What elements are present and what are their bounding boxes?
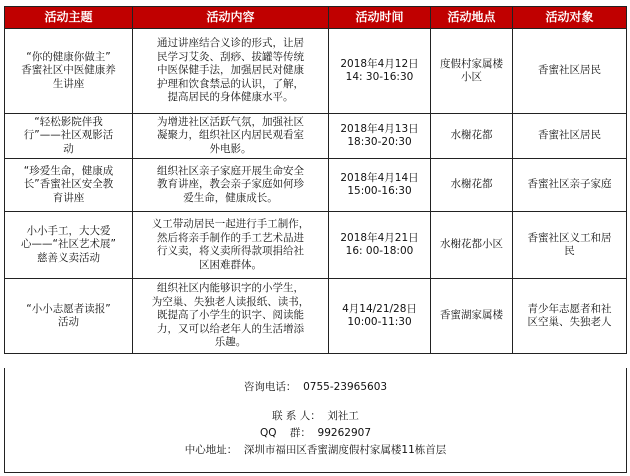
content-line: 组织社区内能够识字的小学生， <box>157 282 304 295</box>
target-line: 民 <box>564 245 575 257</box>
topic-line: “珍爱生命，健康成 <box>23 164 114 177</box>
topic-line: 长”香蜜社区安全教 <box>23 178 114 191</box>
time-date: 2018年4月13日 <box>340 122 419 135</box>
time-cell <box>329 29 431 114</box>
content-line: 组织社区亲子家庭开展生命安全 <box>157 164 304 177</box>
topic-cell <box>5 159 133 212</box>
table-row <box>5 114 627 159</box>
content-line: 民学习艾灸、刮痧、拔罐等传统 <box>157 50 304 63</box>
content-cell <box>133 159 329 212</box>
place-line: 水榭花都 <box>450 129 493 142</box>
place-line: 小区 <box>461 71 482 83</box>
place-cell <box>431 279 513 354</box>
target-line: 香蜜社区居民 <box>538 129 601 142</box>
table-row <box>5 212 627 279</box>
header-time: 活动时间 <box>329 7 431 29</box>
content-line: 为增进社区活跃气氛，加强社区 <box>157 115 304 128</box>
content-line: 凝聚力，组织社区内居民观看室 <box>157 129 304 142</box>
content-line: 义工带动居民一起进行手工制作， <box>151 218 310 230</box>
target-cell <box>513 114 627 159</box>
topic-line: 小小手工，大大爱 <box>26 224 111 237</box>
topic-line: “轻松影院伴我 <box>34 115 103 128</box>
target-line: 香蜜社区亲子家庭 <box>527 178 612 191</box>
topic-line: 活动 <box>58 316 79 328</box>
table-row <box>5 279 627 354</box>
time-cell <box>329 159 431 212</box>
contact-info-box <box>4 368 627 473</box>
topic-cell <box>5 29 133 114</box>
content-cell <box>133 114 329 159</box>
topic-line: 生讲座 <box>52 77 85 90</box>
place-cell <box>431 212 513 279</box>
contact-address: 中心地址： 深圳市福田区香蜜湖度假村家属楼11栋首层 <box>184 444 447 456</box>
topic-line: 动 <box>63 142 74 155</box>
content-line: 既提高了小学生的识字、阅读能 <box>157 309 304 322</box>
place-cell <box>431 114 513 159</box>
time-range: 10:00-11:30 <box>347 316 412 328</box>
time-range: 18:30-20:30 <box>347 136 412 148</box>
target-line: 香蜜社区义工和居 <box>527 231 612 244</box>
content-line: 护理和饮食禁忌的认识，了解， <box>157 77 304 90</box>
topic-line: “你的健康你做主” <box>26 50 111 63</box>
content-cell <box>133 279 329 354</box>
content-line: 力，又可以给老年人的生活增添 <box>157 322 304 335</box>
topic-line: 心——“社区艺术展” <box>21 238 116 251</box>
contact-person: 联 系 人： 刘社工 <box>272 410 359 422</box>
content-line: 行义卖，将义卖所得款项捐给社 <box>157 245 304 257</box>
content-line: 爱生命，健康成长。 <box>183 191 278 204</box>
header-place: 活动地点 <box>431 7 513 29</box>
time-date: 2018年4月21日 <box>340 231 419 244</box>
header-topic: 活动主题 <box>5 7 133 29</box>
target-line: 香蜜社区居民 <box>538 64 601 77</box>
content-cell <box>133 29 329 114</box>
topic-cell <box>5 114 133 159</box>
time-date: 2018年4月12日 <box>340 57 419 70</box>
content-line: 然后将亲手制作的手工艺术品进 <box>157 231 304 244</box>
activity-table <box>4 6 627 354</box>
time-cell <box>329 279 431 354</box>
content-line: 中医保健手法，加强居民对健康 <box>157 64 304 77</box>
time-date: 4月14/21/28日 <box>342 302 417 315</box>
time-range: 16: 00-18:00 <box>345 245 414 257</box>
topic-cell <box>5 279 133 354</box>
content-line: 乐趣。 <box>214 336 247 349</box>
target-cell <box>513 212 627 279</box>
content-cell <box>133 212 329 279</box>
place-line: 水榭花都小区 <box>440 238 503 251</box>
contact-qq: QQ 群： 99262907 <box>260 427 371 439</box>
topic-line: 育讲座 <box>52 191 85 204</box>
contact-phone: 咨询电话： 0755-23965603 <box>243 381 388 393</box>
time-range: 15:00-16:30 <box>347 185 412 197</box>
table-header-row <box>5 7 627 29</box>
content-line: 教育讲座，教会亲子家庭如何珍 <box>157 178 304 191</box>
target-line: 区空巢、失独老人 <box>527 316 612 328</box>
target-line: 青少年志愿者和社 <box>527 302 612 315</box>
table-row <box>5 159 627 212</box>
place-cell <box>431 159 513 212</box>
time-cell <box>329 212 431 279</box>
content-line: 为空巢、失独老人读报纸、读书， <box>151 295 310 308</box>
content-line: 提高居民的身体健康水平。 <box>167 91 294 104</box>
time-cell <box>329 114 431 159</box>
time-range: 14: 30-16:30 <box>345 71 414 83</box>
header-content: 活动内容 <box>133 7 329 29</box>
topic-line: 慈善义卖活动 <box>37 251 100 264</box>
topic-line: 行”——社区观影活 <box>23 129 114 142</box>
time-date: 2018年4月14日 <box>340 171 419 184</box>
target-cell <box>513 29 627 114</box>
header-target: 活动对象 <box>513 7 627 29</box>
place-line: 香蜜湖家属楼 <box>440 309 503 322</box>
topic-cell <box>5 212 133 279</box>
table-row <box>5 29 627 114</box>
target-cell <box>513 159 627 212</box>
place-line: 水榭花都 <box>450 178 493 191</box>
topic-line: 香蜜社区中医健康养 <box>21 64 116 77</box>
place-cell <box>431 29 513 114</box>
place-line: 度假村家属楼 <box>440 57 503 70</box>
topic-line: “小小志愿者读报” <box>26 302 111 315</box>
content-line: 区困难群体。 <box>199 258 262 271</box>
content-line: 通过讲座结合义诊的形式，让居 <box>157 37 304 50</box>
target-cell <box>513 279 627 354</box>
content-line: 外电影。 <box>209 142 252 155</box>
